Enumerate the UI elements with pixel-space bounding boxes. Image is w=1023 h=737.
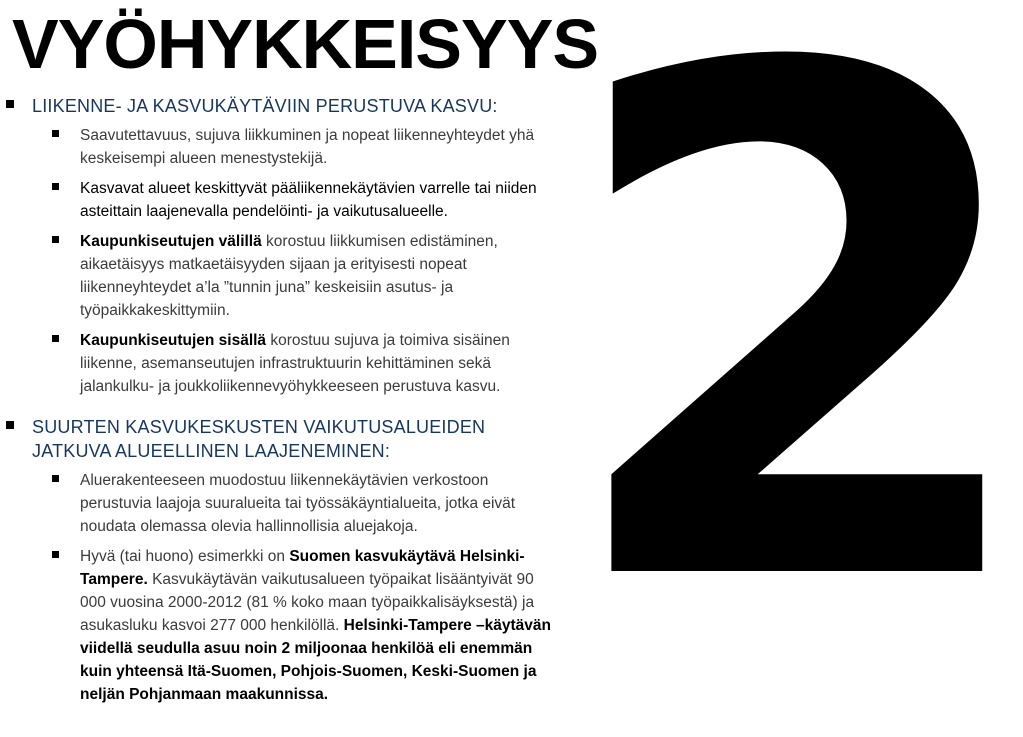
- bold-phrase: Helsinki-Tampere –käytävän viidellä seudulla asuu noin 2 miljoonaa henkilöä eli enemmän kuin yhteensä Itä-Suomen, Pohjois-Suomen, Keski-Suomen ja neljän Pohjanmaan maakunnissa.: [80, 617, 552, 703]
- spacer: [0, 405, 560, 415]
- text-run: korostuu liikkumisen edistäminen, aikaetäisyys matkaetäisyyden sijaan ja erityisesti nopeat liikenneyhteydet a’la ”tunnin juna” keskeisiin asutus- ja työpaikkakeskittymiin.: [80, 233, 498, 319]
- section-heading: [32, 415, 560, 463]
- list-item-text: [80, 329, 560, 398]
- square-bullet-icon: [52, 236, 59, 243]
- page-title: VYÖHYKKEISYYS: [12, 5, 599, 83]
- square-bullet-icon: [52, 475, 59, 482]
- bold-phrase: Suomen kasvukäytävä Helsinki-Tampere.: [80, 548, 525, 588]
- big-number-2: 2: [556, 0, 1023, 737]
- bold-phrase: Kaupunkiseutujen välillä: [80, 233, 262, 250]
- list-item-text: Saavutettavuus, sujuva liikkuminen ja nopeat liikenneyhteydet yhä keskeisempi alueen menestystekijä.: [80, 127, 535, 167]
- list-item-text: [80, 230, 560, 322]
- square-bullet-icon: [52, 183, 59, 190]
- list-item: [50, 124, 560, 170]
- section-heading-line: JATKUVA ALUEELLINEN LAAJENEMINEN:: [32, 441, 391, 461]
- bold-phrase: Kaupunkiseutujen sisällä: [80, 332, 267, 349]
- square-bullet-icon: [6, 421, 14, 429]
- bullet-list: [50, 469, 560, 706]
- text-run: Hyvä (tai huono) esimerkki on: [80, 548, 290, 565]
- list-item: [50, 545, 560, 706]
- content: [0, 94, 560, 713]
- text-run: korostuu sujuva ja toimiva sisäinen liikenne, asemanseutujen infrastruktuurin kehittäminen sekä jalankulku- ja joukkoliikennevyöhykkeeseen perustuva kasvu.: [80, 332, 510, 395]
- bullet-list: [50, 124, 560, 398]
- list-item: [50, 469, 560, 538]
- square-bullet-icon: [52, 551, 59, 558]
- square-bullet-icon: [6, 100, 14, 108]
- square-bullet-icon: [52, 335, 59, 342]
- list-item: [50, 177, 560, 223]
- section-1: [0, 94, 560, 398]
- list-item-text: Kasvavat alueet keskittyvät pääliikennekäytävien varrelle tai niiden asteittain laajenevalla pendelöinti- ja vaikutusalueelle.: [80, 180, 537, 220]
- list-item: [50, 329, 560, 398]
- list-item-text: [80, 545, 560, 706]
- text-run: Kasvukäytävän vaikutusalueen työpaikat lisääntyivät 90 000 vuosina 2000-2012 (81 % koko maan työpaikkalisäyksestä) ja asukasluku kasvoi 277 000 henkilöllä.: [80, 571, 535, 634]
- section-heading-line: SUURTEN KASVUKESKUSTEN VAIKUTUSALUEIDEN: [32, 417, 486, 437]
- square-bullet-icon: [52, 130, 59, 137]
- section-2: [0, 415, 560, 706]
- section-heading: LIIKENNE- JA KASVUKÄYTÄVIIN PERUSTUVA KASVU:: [32, 96, 498, 116]
- list-item-text: Aluerakenteeseen muodostuu liikennekäytävien verkostoon perustuvia laajoja suuralueita tai työssäkäyntialueita, jotka eivät noudata olemassa olevia hallinnollisia aluejakoja.: [80, 472, 516, 535]
- list-item: [50, 230, 560, 322]
